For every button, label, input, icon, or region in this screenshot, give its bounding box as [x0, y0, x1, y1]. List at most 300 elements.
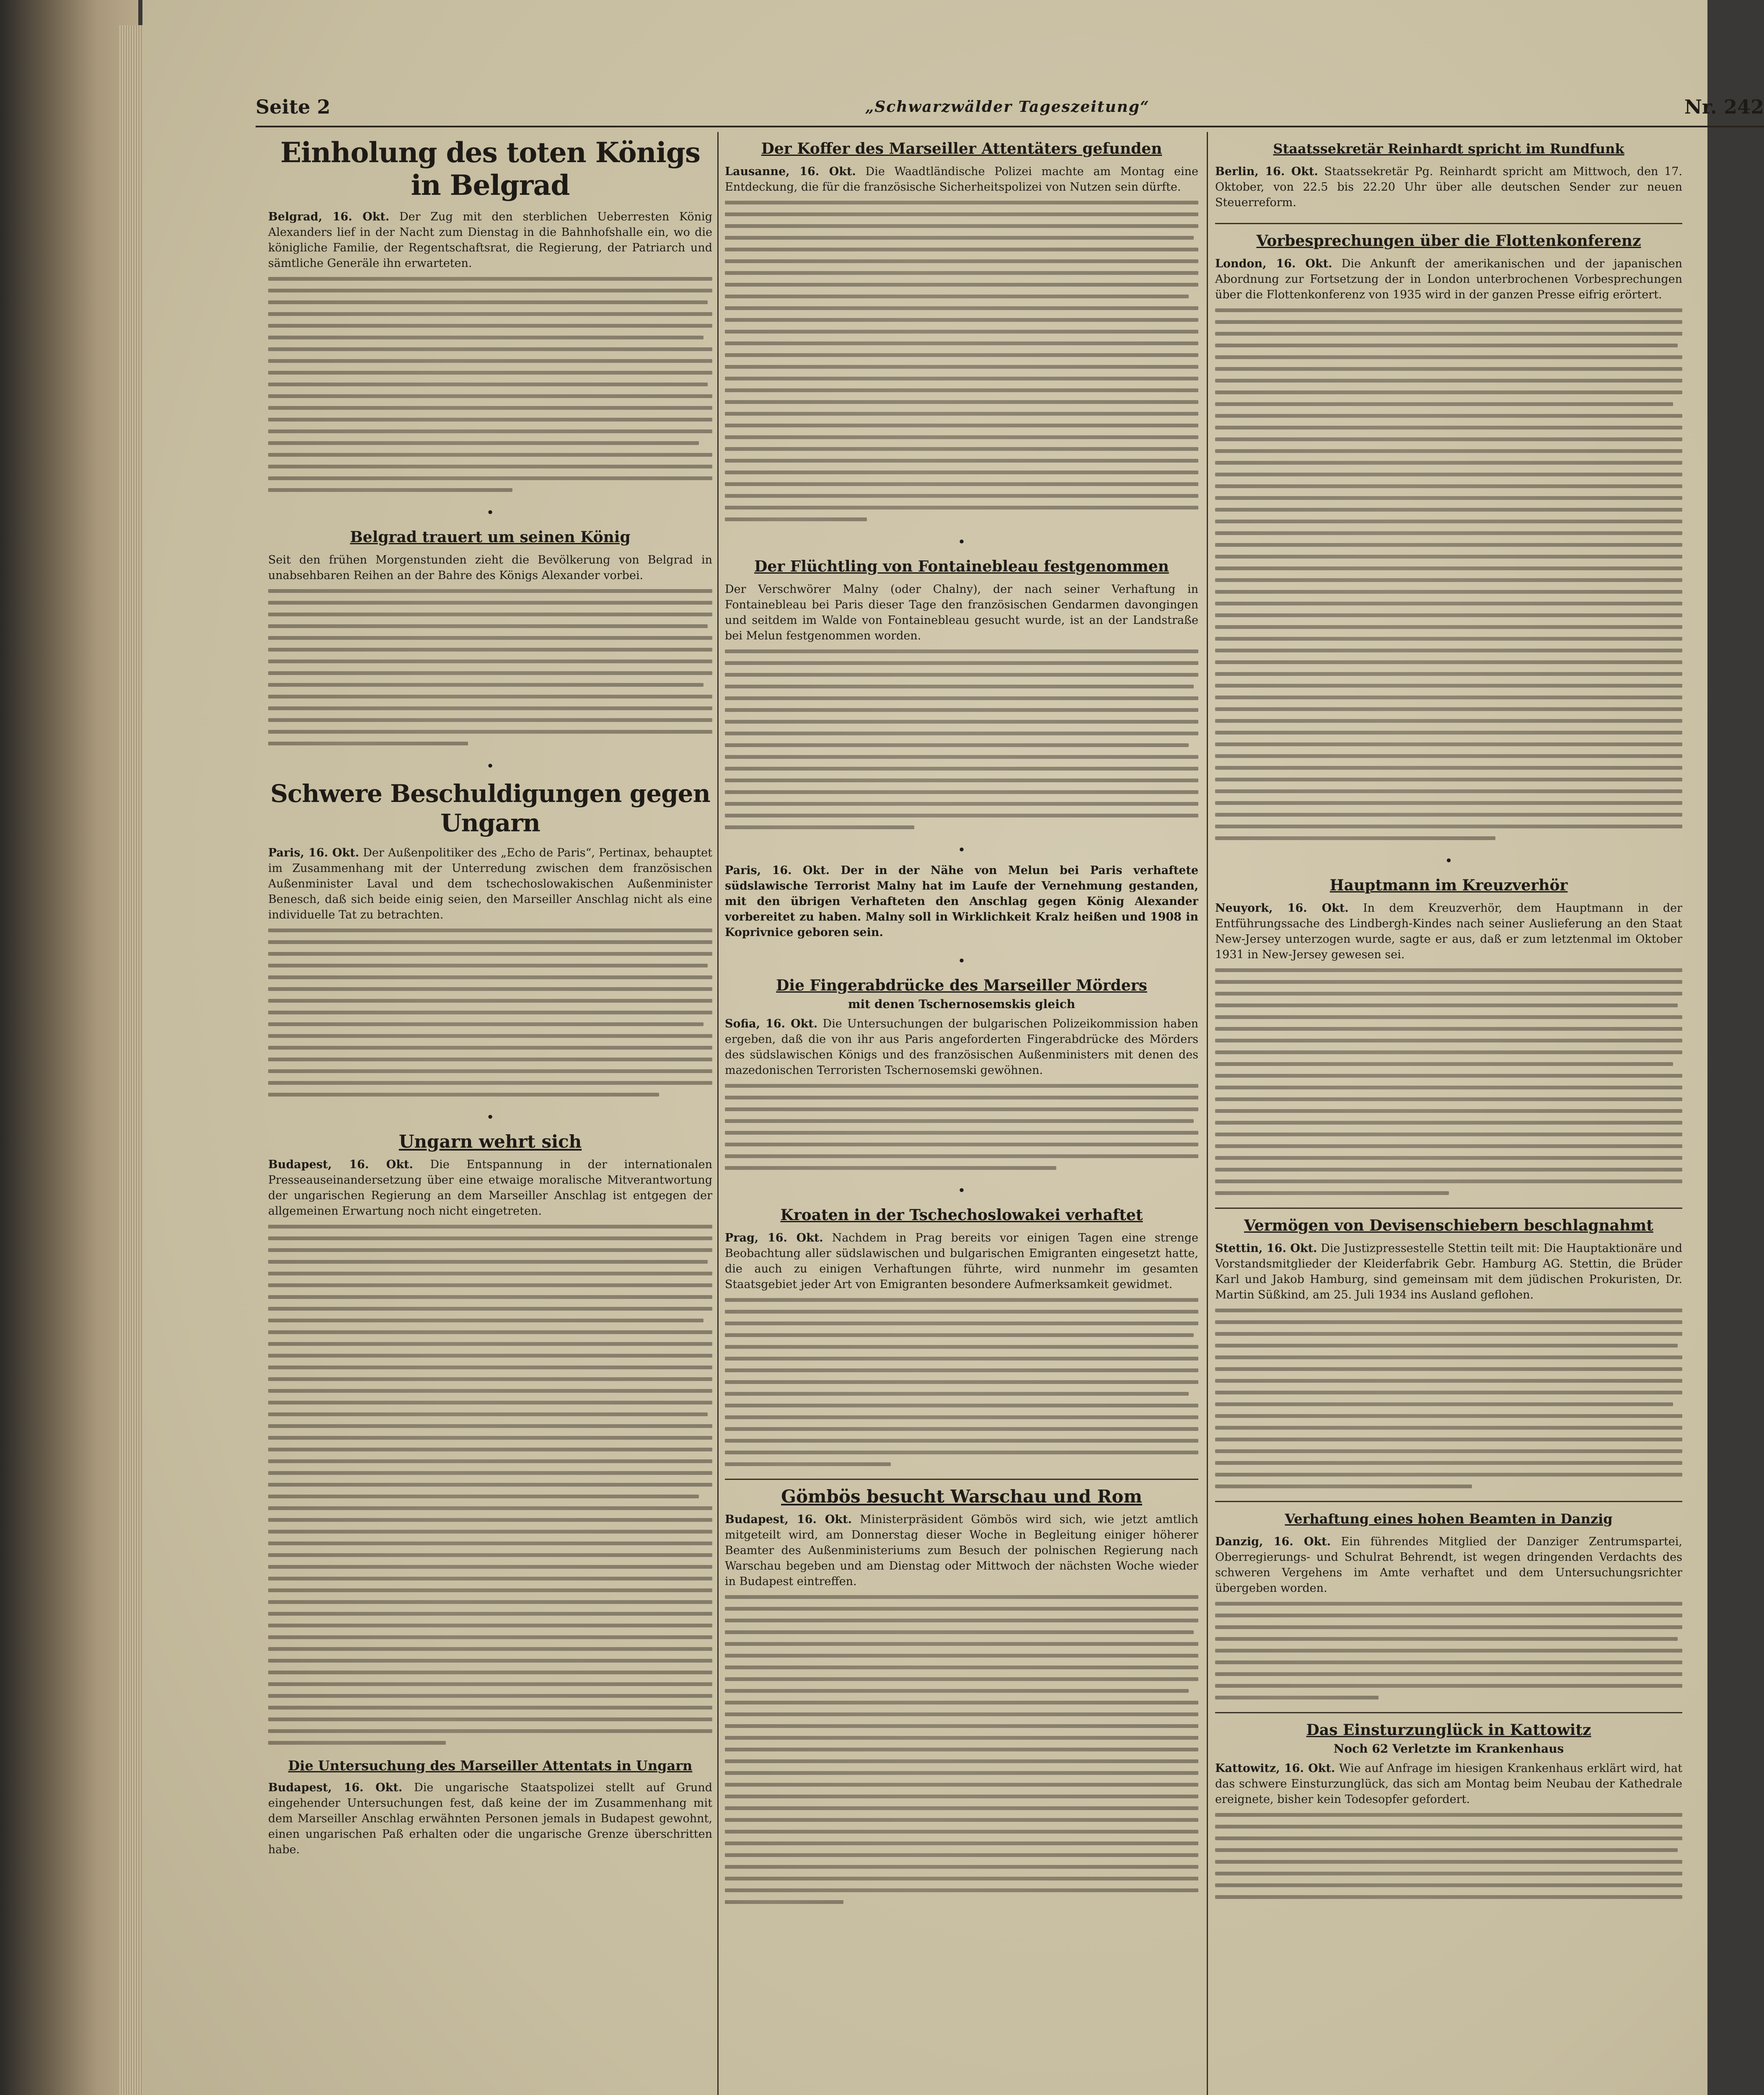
text-line: [725, 1712, 1198, 1716]
text-line: [1215, 379, 1682, 383]
body-text-lines: [725, 1298, 1198, 1466]
text-line: [725, 1724, 1198, 1728]
text-line: [268, 312, 712, 316]
lead-text: Ministerpräsident Gömbös wird sich, wie jetzt amtlich mitgeteilt wird, am Donnerstag dieser Woche in Begleitung einiger höherer Beamter des Außenministeriums zum Besuch der polnischen Regierung nach Warschau begeben und am Dienstag oder Mittwoch der nächsten Woche wieder in Budapest eintreffen.: [725, 1513, 1198, 1588]
headline: Der Flüchtling von Fontainebleau festgenommen: [754, 558, 1169, 575]
text-line: [725, 459, 1198, 463]
text-line: [1215, 590, 1682, 594]
text-line: [268, 1034, 712, 1038]
article-lead: [1215, 900, 1682, 962]
text-line: [1215, 696, 1682, 699]
separator-dot: •: [1445, 853, 1453, 869]
text-line: [725, 1310, 1198, 1314]
text-line: [1215, 1367, 1682, 1371]
article-fluechtling-fontainebleau: [725, 557, 1198, 829]
text-line: [1215, 992, 1682, 996]
text-line: [725, 271, 1198, 275]
text-line: [268, 1354, 712, 1358]
headline: Ungarn wehrt sich: [398, 1131, 582, 1152]
text-line: [725, 388, 1198, 392]
lead-text: Nachdem in Prag bereits vor einigen Tagen eine strenge Beobachtung aller südslawischen und bulgarischen Emigranten eingesetzt hatte, die auch zu einigen Verhaftungen führte, wird nunmehr im gesamten Staatsgebiet jeder Art von Emigranten besondere Aufmerksamkeit gewidmet.: [725, 1231, 1198, 1291]
text-line: [268, 1506, 712, 1510]
text-line: [1215, 707, 1682, 711]
text-line: [268, 999, 712, 1003]
text-line: [725, 447, 1198, 451]
body-text-lines: [725, 1084, 1198, 1170]
text-line: [268, 1612, 712, 1616]
text-line: [268, 347, 712, 351]
text-line: [268, 441, 699, 445]
text-line: [268, 371, 712, 375]
text-line: [268, 300, 708, 304]
dateline: Prag, 16. Okt.: [725, 1231, 823, 1244]
article-lead: [725, 1230, 1198, 1292]
text-line: [725, 212, 1198, 216]
subheadline: Noch 62 Verletzte im Krankenhaus: [1333, 1742, 1564, 1756]
text-line: [268, 1741, 446, 1745]
text-line: [268, 359, 712, 363]
headline: Schwere Beschuldigungen gegen Ungarn: [270, 779, 710, 837]
text-line: [1215, 1027, 1682, 1031]
article-malny-gestaendnis: [725, 863, 1198, 940]
text-line: [268, 1706, 712, 1710]
text-line: [268, 453, 712, 457]
article-lead: [1215, 1534, 1682, 1596]
text-line: [725, 1783, 1198, 1787]
text-line: [268, 730, 712, 734]
body-text-lines: [725, 1595, 1198, 1904]
text-line: [1215, 1379, 1682, 1383]
text-line: [1215, 1696, 1379, 1699]
text-line: [268, 336, 704, 339]
dateline: Lausanne, 16. Okt.: [725, 165, 856, 178]
section-rule: [1215, 223, 1682, 224]
text-line: [268, 1588, 712, 1592]
text-line: [1215, 1320, 1682, 1324]
text-line: [1215, 1109, 1682, 1113]
text-line: [268, 589, 712, 593]
text-line: [1215, 1602, 1682, 1606]
article-koffer-gefunden: [725, 140, 1198, 521]
text-line: [268, 1069, 712, 1073]
text-line: [1215, 520, 1682, 523]
text-line: [725, 1096, 1198, 1099]
newspaper-page: [142, 0, 1764, 2095]
text-line: [1215, 473, 1682, 476]
article-lead: [725, 863, 1198, 940]
headline: Das Einsturzunglück in Kattowitz: [1306, 1721, 1591, 1739]
text-line: [268, 1093, 659, 1097]
article-fingerabdruecke: [725, 976, 1198, 1170]
text-line: [1215, 613, 1682, 617]
text-line: [268, 964, 708, 967]
article-danzig-verhaftung: [1215, 1510, 1682, 1699]
text-line: [725, 1759, 1198, 1763]
article-beschuldigungen-ungarn: [268, 779, 712, 1097]
dateline: Berlin, 16. Okt.: [1215, 165, 1318, 178]
text-line: [1215, 1156, 1682, 1160]
text-line: [725, 330, 1198, 334]
text-line: [725, 295, 1189, 298]
lead-text: Die Justizpressestelle Stettin teilt mit: Die Hauptaktionäre und Vorstandsmitglieder der Kleiderfabrik Gebr. Hamburg AG. Stettin, die Brüder Karl und Jakob Hamburg, sind gemeinsam mit dem jüdischen Prokuristen, Dr. Martin Süßkind, am 25. Juli 1934 ins Ausland geflohen.: [1215, 1242, 1682, 1301]
text-line: [1215, 1660, 1682, 1664]
text-line: [268, 613, 712, 616]
dateline: Budapest, 16. Okt.: [268, 1158, 413, 1171]
text-line: [725, 412, 1198, 416]
headline: Kroaten in der Tschechoslowakei verhaftet: [780, 1206, 1143, 1224]
text-line: [268, 289, 712, 292]
text-line: [725, 494, 1198, 498]
text-line: [268, 1412, 708, 1416]
text-line: [725, 696, 1198, 700]
text-line: [725, 201, 1198, 204]
text-line: [725, 1748, 1198, 1751]
text-line: [725, 1143, 1198, 1146]
text-line: [268, 1401, 712, 1404]
text-line: [725, 1368, 1198, 1372]
headline: Vermögen von Devisenschiebern beschlagnahmt: [1244, 1217, 1653, 1234]
text-line: [1215, 719, 1682, 723]
text-line: [725, 1666, 1198, 1669]
body-text-lines: [268, 589, 712, 745]
section-rule: [1215, 1501, 1682, 1502]
text-line: [725, 1630, 1194, 1634]
article-kattowitz: [1215, 1721, 1682, 1899]
text-line: [725, 248, 1198, 251]
text-line: [1215, 1097, 1682, 1101]
dateline: Danzig, 16. Okt.: [1215, 1535, 1331, 1548]
text-line: [268, 671, 712, 675]
text-line: [1215, 531, 1682, 535]
text-line: [725, 673, 1198, 677]
text-line: [1215, 1015, 1682, 1019]
dateline: Stettin, 16. Okt.: [1215, 1242, 1317, 1255]
text-line: [268, 742, 468, 745]
separator-dot: •: [957, 953, 966, 969]
text-line: [1215, 1168, 1682, 1172]
text-line: [725, 1736, 1198, 1740]
text-line: [1215, 836, 1495, 840]
text-line: [268, 1022, 704, 1026]
text-line: [1215, 1144, 1682, 1148]
text-line: [725, 1298, 1198, 1302]
text-line: [268, 601, 712, 605]
text-line: [268, 1518, 712, 1522]
text-line: [1215, 508, 1682, 512]
body-text-lines: [725, 201, 1198, 521]
text-line: [725, 1677, 1198, 1681]
text-line: [268, 1319, 704, 1322]
section-rule: [725, 1479, 1198, 1480]
text-line: [1215, 1391, 1682, 1394]
text-line: [725, 720, 1198, 724]
lead-text: Der Verschwörer Malny (oder Chalny), der nach seiner Verhaftung in Fontainebleau bei Paris dieser Tage den französischen Gendarmen davongingen und seitdem im Walde von Fontainebleau gesucht wurde, ist an der Landstraße bei Melun festgenommen worden.: [725, 583, 1198, 642]
dateline: Belgrad, 16. Okt.: [268, 210, 390, 223]
headline: Gömbös besucht Warschau und Rom: [781, 1486, 1142, 1507]
text-line: [725, 1357, 1198, 1360]
dateline: Budapest, 16. Okt.: [725, 1513, 852, 1526]
text-line: [725, 1333, 1194, 1337]
text-line: [1215, 1872, 1682, 1875]
text-line: [268, 1436, 712, 1440]
text-line: [1215, 742, 1682, 746]
text-line: [1215, 1309, 1682, 1312]
text-line: [725, 1380, 1198, 1384]
headline: Staatssekretär Reinhardt spricht im Rundfunk: [1273, 141, 1624, 157]
body-text-lines: [268, 929, 712, 1097]
text-line: [268, 1342, 712, 1346]
text-line: [1215, 1332, 1682, 1336]
text-line: [1215, 1449, 1682, 1453]
text-line: [268, 394, 712, 398]
text-line: [1215, 1473, 1682, 1477]
body-text-lines: [1215, 1813, 1682, 1899]
text-line: [1215, 449, 1682, 453]
text-line: [268, 383, 708, 386]
headline: Die Untersuchung des Marseiller Attentats in Ungarn: [288, 1758, 693, 1774]
text-line: [725, 1462, 891, 1466]
article-lead: [725, 1016, 1198, 1078]
text-line: [268, 488, 512, 492]
text-line: [268, 1307, 712, 1311]
text-line: [725, 1084, 1198, 1088]
headline: Die Fingerabdrücke des Marseiller Mörders: [776, 977, 1147, 994]
text-line: [725, 1853, 1198, 1857]
text-line: [1215, 801, 1682, 805]
text-line: [725, 708, 1198, 712]
text-line: [268, 660, 712, 663]
text-line: [725, 1345, 1198, 1349]
text-line: [725, 283, 1198, 287]
text-line: [725, 825, 914, 829]
text-line: [1215, 555, 1682, 559]
text-line: [268, 1459, 712, 1463]
article-untersuchung-ungarn: [268, 1757, 712, 1857]
page-number: Seite 2: [256, 96, 331, 118]
section-rule: [1215, 1712, 1682, 1713]
text-line: [268, 1624, 712, 1627]
headline: Vorbesprechungen über die Flottenkonferenz: [1256, 232, 1641, 250]
text-line: [725, 1404, 1198, 1407]
text-line: [1215, 1074, 1682, 1078]
text-line: [725, 649, 1198, 653]
lead-text: Der Zug mit den sterblichen Ueberresten König Alexanders lief in der Nacht zum Dienstag in die Bahnhofshalle ein, wo die königliche Familie, der Regentschaftsrat, die Regierung, der Patriarch und sämtliche Generäle ihn erwarteten.: [268, 210, 712, 270]
headline: Der Koffer des Marseiller Attentäters gefunden: [761, 140, 1162, 158]
text-line: [725, 224, 1198, 228]
text-line: [268, 1225, 712, 1229]
text-line: [1215, 566, 1682, 570]
text-line: [1215, 1121, 1682, 1125]
text-line: [725, 779, 1198, 782]
text-line: [268, 1635, 712, 1639]
text-line: [268, 1600, 712, 1604]
article-flottenkonferenz: [1215, 232, 1682, 840]
text-line: [725, 471, 1198, 474]
lead-text: Staatssekretär Pg. Reinhardt spricht am Mittwoch, den 17. Oktober, von 22.5 bis 22.20 Uhr über alle deutschen Sender zur neuen Steuerreform.: [1215, 165, 1682, 209]
text-line: [268, 1366, 712, 1369]
text-line: [1215, 980, 1682, 984]
text-line: [268, 1272, 712, 1275]
article-reinhardt-rundfunk: [1215, 140, 1682, 210]
text-line: [1215, 968, 1682, 972]
text-line: [268, 1260, 708, 1264]
text-line: [268, 277, 712, 281]
text-line: [725, 1451, 1198, 1454]
text-line: [268, 987, 712, 991]
article-ungarn-wehrt-sich: [268, 1133, 712, 1745]
text-line: [725, 365, 1198, 369]
text-line: [268, 718, 712, 722]
text-line: [268, 624, 708, 628]
body-text-lines: [268, 1225, 712, 1745]
text-line: [1215, 789, 1682, 793]
text-line: [725, 1415, 1198, 1419]
text-line: [268, 429, 712, 433]
text-line: [268, 465, 712, 468]
text-line: [725, 755, 1198, 759]
text-line: [725, 306, 1198, 310]
body-text-lines: [1215, 1602, 1682, 1699]
text-line: [1215, 1895, 1682, 1899]
text-line: [725, 1607, 1198, 1611]
column-rule: [1207, 132, 1208, 2095]
text-line: [1215, 1836, 1682, 1840]
text-line: [1215, 391, 1682, 394]
text-line: [725, 1392, 1189, 1396]
column-3: [1215, 132, 1682, 1911]
text-line: [1215, 484, 1682, 488]
text-line: [725, 1888, 1198, 1892]
lead-text: Der in der Nähe von Melun bei Paris verhaftete südslawische Terrorist Malny hat im Laufe der Vernehmung gestanden, mit den übrigen Verhafteten den Anschlag gegen König Alexander vorbereitet zu haben. Malny soll in Wirklichkeit Kralz heißen und 1908 in Koprivnice geboren sein.: [725, 864, 1198, 939]
text-line: [1215, 402, 1673, 406]
text-line: [1215, 1825, 1682, 1829]
column-1: [268, 132, 712, 1870]
text-line: [725, 1654, 1198, 1658]
text-line: [1215, 1414, 1682, 1418]
text-line: [1215, 625, 1682, 629]
text-line: [725, 435, 1198, 439]
text-line: [268, 1483, 712, 1487]
text-line: [725, 1842, 1198, 1845]
article-hauptmann-kreuzverhoer: [1215, 876, 1682, 1195]
text-line: [725, 1322, 1198, 1325]
text-line: [268, 1377, 712, 1381]
text-line: [725, 517, 867, 521]
text-line: [725, 1877, 1198, 1880]
text-line: [1215, 1485, 1472, 1488]
article-lead: [268, 1780, 712, 1857]
text-line: [268, 1577, 712, 1580]
text-line: [1215, 1344, 1678, 1348]
text-line: [725, 1830, 1198, 1834]
text-line: [725, 400, 1198, 404]
text-line: [268, 1389, 712, 1393]
text-line: [725, 1806, 1198, 1810]
article-koenig-einholung: [268, 136, 712, 492]
text-line: [1215, 672, 1682, 676]
text-line: [268, 1647, 712, 1651]
text-line: [268, 1553, 712, 1557]
text-line: [1215, 578, 1682, 582]
text-line: [1215, 344, 1678, 347]
text-line: [1215, 308, 1682, 312]
separator-dot: •: [957, 534, 966, 550]
text-line: [1215, 778, 1682, 781]
text-line: [1215, 1813, 1682, 1817]
text-line: [1215, 414, 1682, 418]
text-line: [725, 482, 1198, 486]
text-line: [725, 790, 1198, 794]
text-line: [1215, 1883, 1682, 1887]
text-line: [268, 1236, 712, 1240]
text-line: [1215, 496, 1682, 500]
text-line: [1215, 1426, 1682, 1430]
article-lead: [1215, 1761, 1682, 1807]
text-line: [1215, 1625, 1682, 1629]
text-line: [268, 1659, 712, 1663]
dateline: Paris, 16. Okt.: [268, 846, 360, 859]
text-line: [268, 1424, 712, 1428]
text-line: [268, 1283, 712, 1287]
issue-number: Nr. 242: [1684, 96, 1764, 118]
text-line: [1215, 1050, 1682, 1054]
text-line: [268, 1729, 712, 1733]
headline: Verhaftung eines hohen Beamten in Danzig: [1285, 1511, 1613, 1527]
dateline: London, 16. Okt.: [1215, 257, 1332, 270]
dateline: Paris, 16. Okt.: [725, 864, 830, 877]
text-line: [268, 1671, 712, 1674]
text-line: [725, 1818, 1198, 1822]
text-line: [268, 1694, 712, 1698]
text-line: [268, 1682, 712, 1686]
text-line: [1215, 660, 1682, 664]
text-line: [725, 1119, 1194, 1123]
section-rule: [1215, 1208, 1682, 1209]
text-line: [1215, 637, 1682, 641]
text-line: [268, 1717, 712, 1721]
text-line: [1215, 766, 1682, 770]
text-line: [1215, 1039, 1682, 1042]
text-line: [268, 1330, 712, 1334]
text-line: [725, 802, 1198, 806]
article-lead: [725, 164, 1198, 195]
text-line: [1215, 367, 1682, 371]
text-line: [725, 506, 1198, 510]
text-line: [1215, 1614, 1682, 1617]
article-belgrad-trauert: [268, 528, 712, 745]
text-line: [1215, 543, 1682, 547]
text-line: [1215, 602, 1682, 605]
text-line: [268, 476, 712, 480]
text-line: [725, 1771, 1198, 1775]
text-line: [1215, 1848, 1678, 1852]
dateline: Sofia, 16. Okt.: [725, 1017, 818, 1030]
text-line: [1215, 1062, 1673, 1066]
text-line: [268, 1295, 712, 1299]
text-line: [725, 1900, 843, 1904]
text-line: [725, 1166, 1056, 1170]
body-text-lines: [725, 649, 1198, 829]
article-devisenschieber: [1215, 1216, 1682, 1488]
body-text-lines: [1215, 968, 1682, 1195]
headline: Belgrad trauert um seinen König: [350, 528, 631, 546]
text-line: [725, 353, 1198, 357]
text-line: [268, 1495, 699, 1498]
text-line: [268, 1542, 712, 1545]
column-rule: [717, 132, 719, 2095]
text-line: [1215, 355, 1682, 359]
text-line: [725, 732, 1198, 735]
